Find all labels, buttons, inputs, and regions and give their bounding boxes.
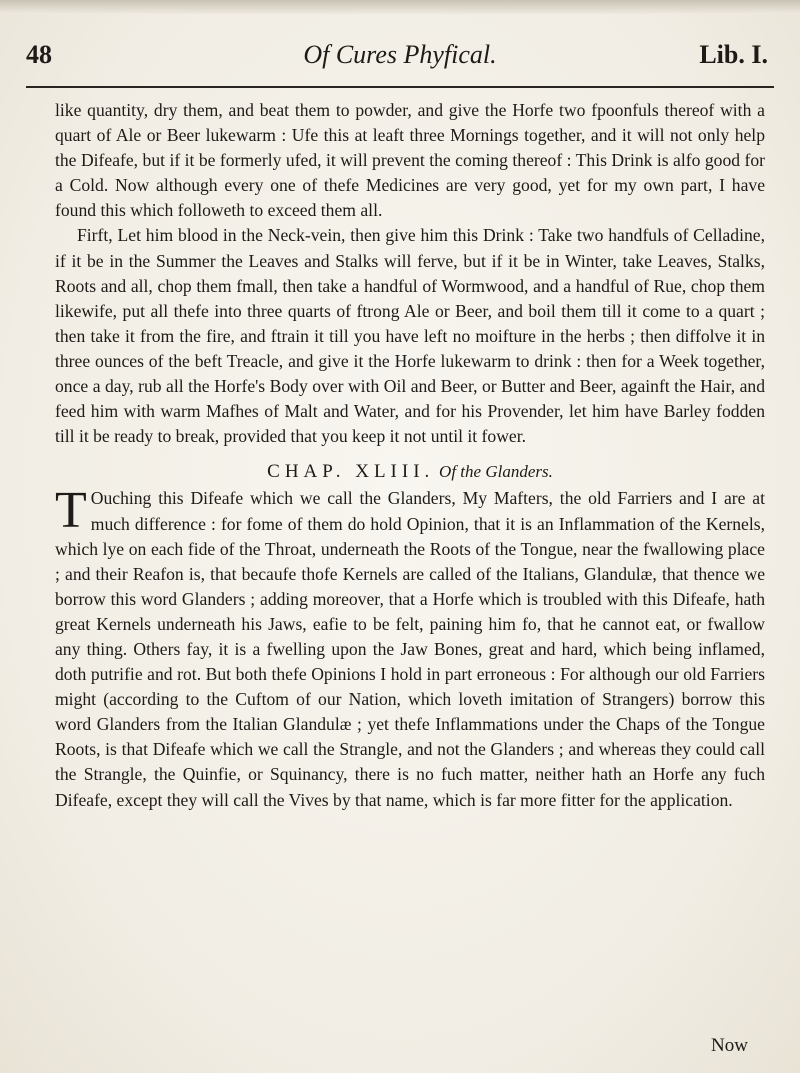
page-body: [55, 98, 765, 813]
chapter-title: Of the Glanders.: [439, 462, 553, 482]
paragraph-continuation: like quantity, dry them, and beat them to powder, and give the Horfe two fpoonfuls thereof with a quart of Ale or Beer lukewarm : Ufe this at leaft three Mornings together, and it will not only help the Difeafe, but if it be formerly ufed, it will prevent the coming thereof : This Drink is alfo good for a Cold. Now although every one of thefe Medicines are very good, yet for my own part, I have found this which followeth to exceed them all.: [55, 100, 765, 221]
running-header: [26, 38, 774, 84]
catchword: Now: [711, 1035, 748, 1056]
page-number: 48: [26, 40, 52, 69]
chapter-label: CHAP. XLIII.: [267, 461, 435, 483]
drop-cap: T: [55, 482, 87, 540]
paragraph-glanders-text: Ouching this Difeafe which we call the Glanders, My Mafters, the old Farriers and I are at much difference : for fome of them do hold Opinion, that it is an Inflammation of the Kernels, which lye on each fide of the Throat, underneath the Roots of the Tongue, near the fwallowing place ; and their Reafon is, that becaufe thofe Kernels are called of the Italians, Glandulæ, that thence we borrow this word Glanders ; adding moreover, that a Horfe which is troubled with this Difeafe, hath great Kernels underneath his Jaws, eafie to be felt, paining him fo, that he cannot eat, or fwallow any thing. Others fay, it is a fwelling upon the Jaw Bones, great and hard, which being inflamed, doth putrifie and rot. But both thefe Opinions I hold in part erroneous : For although our old Farriers might (according to the Cuftom of our Nation, which loveth imitation of Strangers) borrow this word Glanders from the Italian Glandulæ ; yet thefe Inflammations under the Chaps of the Tongue Roots, is that Difeafe which we call the Strangle, and not the Glanders ; and whereas they could call the Strangle, the Quinfie, or Squinancy, there is no fuch matter, neither hath an Horfe any fuch Difeafe, except they will call the Vives by that name, which is far more fitter for the application.: [55, 488, 765, 810]
chapter-heading: [55, 459, 765, 484]
paragraph-glanders: [55, 482, 765, 812]
header-rule: [26, 86, 774, 88]
running-title: Of Cures Phyfical.: [303, 40, 497, 69]
page-top-edge: [0, 0, 800, 14]
paragraph-remedy: Firft, Let him blood in the Neck-vein, then give him this Drink : Take two handfuls of Celladine, if it be in the Summer the Leaves and Stalks will ferve, but if it be in Winter, take Leaves, Stalks, Roots and all, chop them fmall, then take a handful of Wormwood, and a handful of Rue, chop them likewife, put all thefe into three quarts of ftrong Ale or Beer, and boil them till it come to a quart ; then take it from the fire, and ftrain it till you have left no moifture in the herbs ; then diffolve it in three ounces of the beft Treacle, and give it the Horfe lukewarm to drink : then for a Week together, once a day, rub all the Horfe's Body over with Oil and Beer, or Butter and Beer, againft the Hair, and feed him with warm Mafhes of Malt and Water, and for his Provender, let him have Barley fodden till it be ready to break, provided that you keep it not until it fower.: [55, 225, 765, 447]
book-reference: Lib. I.: [699, 40, 768, 69]
